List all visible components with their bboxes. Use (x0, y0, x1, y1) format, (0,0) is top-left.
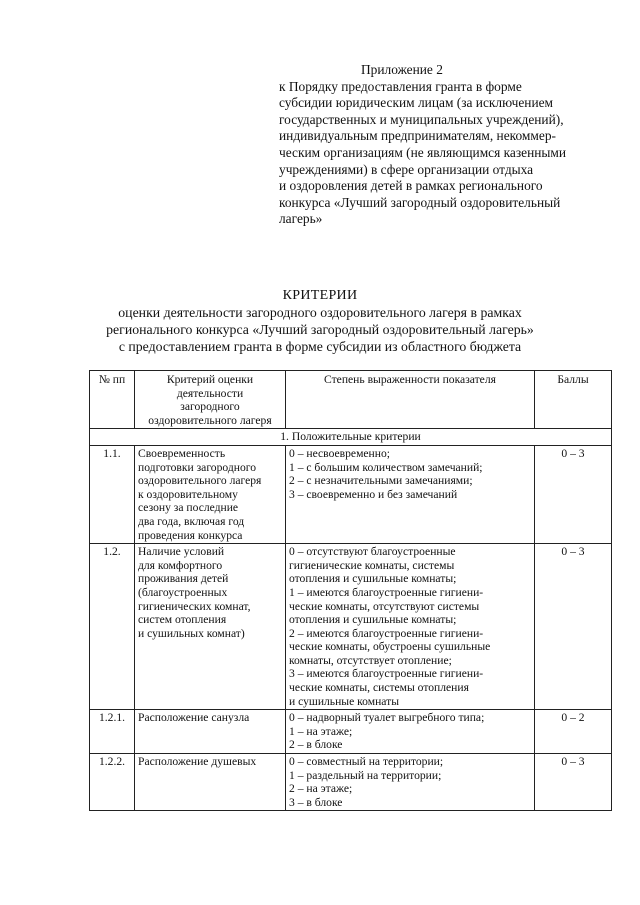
degree-line: 1 – раздельный на территории; (289, 768, 442, 782)
criterion-line: и сушильных комнат) (138, 626, 245, 640)
degree-line: 1 – имеются благоустроенные гигиени- (289, 585, 484, 599)
table-row (90, 754, 612, 811)
criterion-line: проживания детей (138, 572, 229, 586)
row-score: 0 – 3 (535, 544, 612, 710)
document-subtitle-line: оценки деятельности загородного оздоровительного лагеря в рамках (118, 305, 522, 320)
degree-line: комнаты, отсутствует отопление; (289, 653, 452, 667)
criterion-line: (благоустроенных (138, 585, 228, 599)
header-criterion (135, 371, 286, 429)
row-score: 0 – 3 (535, 754, 612, 811)
appendix-line: учреждениями) в сфере организации отдыха (279, 161, 534, 177)
degree-line: 2 – имеются благоустроенные гигиени- (289, 626, 484, 640)
appendix-line: индивидуальным предпринимателям, некоммер- (279, 128, 556, 144)
criterion-line: Наличие условий (138, 545, 225, 559)
criterion-line: для комфортного (138, 558, 223, 572)
criterion-line: гигиенических комнат, (138, 599, 251, 613)
appendix-line: субсидии юридическим лицам (за исключением (279, 95, 554, 111)
row-degree (286, 754, 535, 811)
appendix-block (279, 62, 619, 228)
header-criterion-line: Критерий оценки (166, 373, 254, 386)
row-number: 1.2.2. (90, 754, 135, 811)
appendix-line: конкурса «Лучший загородный оздоровительный (279, 194, 561, 210)
row-score: 0 – 3 (535, 445, 612, 543)
table-row (90, 710, 612, 754)
document-title: КРИТЕРИИ (282, 288, 358, 303)
degree-line: и сушильные комнаты (289, 694, 399, 708)
criterion-line: сезону за последние (138, 501, 239, 515)
row-criterion (135, 710, 286, 754)
criterion-line: проведения конкурса (138, 528, 243, 542)
degree-line: 3 – в блоке (289, 795, 343, 809)
document-subtitle-line: с предоставлением гранта в форме субсидии из областного бюджета (118, 339, 522, 354)
appendix-line: ческим организациям (не являющимся казенными (279, 144, 567, 160)
degree-line: 2 – в блоке (289, 738, 343, 752)
table-row (90, 445, 612, 543)
header-score: Баллы (535, 371, 612, 429)
row-number: 1.2. (90, 544, 135, 710)
header-criterion-line: деятельности (176, 386, 244, 400)
degree-line: 3 – своевременно и без замечаний (289, 487, 458, 501)
degree-line: ческие комнаты, системы отопления (289, 681, 469, 695)
document-heading (0, 287, 640, 355)
degree-line: 2 – на этаже; (289, 782, 353, 796)
degree-line: 3 – имеются благоустроенные гигиени- (289, 667, 484, 681)
section-row (90, 429, 612, 446)
appendix-line: и оздоровления детей в рамках регионального (279, 178, 543, 194)
degree-line: ческие комнаты, отсутствуют системы (289, 599, 480, 613)
criteria-table (89, 370, 612, 811)
criterion-line: к оздоровительному (138, 487, 238, 501)
row-score: 0 – 2 (535, 710, 612, 754)
table-header-row (90, 371, 612, 429)
criterion-line: систем отопления (138, 613, 227, 627)
degree-line: 0 – отсутствуют благоустроенные (289, 545, 456, 559)
row-criterion (135, 544, 286, 710)
degree-line: 1 – на этаже; (289, 724, 353, 738)
appendix-line: государственных и муниципальных учреждений), (279, 111, 564, 127)
degree-line: гигиенические комнаты, системы (289, 558, 455, 572)
criterion-line: два года, включая год (138, 514, 245, 528)
degree-line: 0 – совместный на территории; (289, 755, 444, 769)
criterion-line: Своевременность (138, 446, 226, 460)
appendix-line: лагерь» (279, 211, 323, 227)
degree-line: отопления и сушильные комнаты; (289, 572, 457, 586)
row-degree (286, 710, 535, 754)
header-criterion-line: оздоровительного лагеря (148, 413, 272, 427)
row-number: 1.2.1. (90, 710, 135, 754)
section-label: 1. Положительные критерии (90, 429, 612, 446)
degree-line: отопления и сушильные комнаты; (289, 613, 457, 627)
header-num: № пп (90, 371, 135, 429)
document-subtitle-line: регионального конкурса «Лучший загородный оздоровительный лагерь» (106, 322, 534, 337)
appendix-line: к Порядку предоставления гранта в форме (279, 78, 522, 94)
degree-line: 0 – несвоевременно; (289, 446, 390, 460)
row-degree (286, 544, 535, 710)
header-criterion-line: загородного (180, 400, 240, 414)
row-degree (286, 445, 535, 543)
criterion-line: Расположение душевых (138, 755, 257, 769)
criterion-line: оздоровительного лагеря (138, 474, 262, 488)
degree-line: 2 – с незначительными замечаниями; (289, 474, 473, 488)
row-criterion (135, 445, 286, 543)
row-number: 1.1. (90, 445, 135, 543)
degree-line: ческие комнаты, обустроены сушильные (289, 640, 491, 654)
degree-line: 1 – с большим количеством замечаний; (289, 460, 483, 474)
header-degree: Степень выраженности показателя (286, 371, 535, 429)
row-criterion (135, 754, 286, 811)
table-row (90, 544, 612, 710)
criterion-line: Расположение санузла (138, 711, 250, 725)
degree-line: 0 – надворный туалет выгребного типа; (289, 711, 485, 725)
appendix-title: Приложение 2 (361, 62, 443, 77)
criterion-line: подготовки загородного (138, 460, 257, 474)
